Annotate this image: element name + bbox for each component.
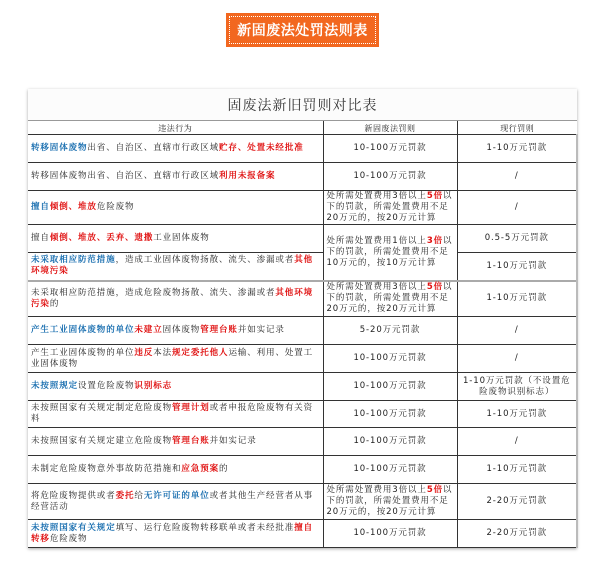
table-row [28,484,577,520]
text-segment: 或者申报危险废物有关资料 [31,403,314,424]
text-segment: 未按照国家有关规定建立危险废物 [31,436,173,446]
text-segment: 处所需处置费用3倍以上 [326,485,427,495]
text-segment: 10-100万元罚款 [353,381,427,391]
text-segment: 固体废物 [162,325,201,335]
behavior-cell [28,191,323,225]
new-penalty-cell [323,163,457,191]
table-header-row [28,121,577,135]
highlight-red-text: 其他环境污染 [31,287,314,309]
highlight-red-text: 利用未报备案 [219,171,276,181]
current-penalty-cell: 1-10万元罚款 [457,135,577,163]
highlight-red-text: 未建立 [134,325,163,335]
page-title: 新固废法处罚法则表 [229,16,376,44]
text-segment: 工业固体废物 [153,233,210,243]
behavior-cell [28,253,323,281]
highlight-red-text: 倾倒、堆放、丢弃、遗撒 [49,233,154,243]
text-segment: 填写、运行危险废物转移联单或者未经批准 [115,522,295,533]
text-segment: 的 [49,298,60,309]
highlight-red-text: 5倍 [426,485,444,495]
text-segment: 危险废物 [96,202,135,212]
text-segment: 给 [134,490,144,501]
highlight-red-text: 管理计划 [172,403,210,413]
highlight-blue-text: 未采取相应防范措施 [31,255,116,266]
behavior-cell [28,163,323,191]
text-segment: 未按照国家有关规定制定危险废物 [31,403,173,413]
behavior-cell [28,401,323,428]
text-segment: 转移固体废物出省、自治区、直辖市行政区域 [31,171,220,181]
highlight-red-text: 管理台账 [200,325,238,335]
text-segment: 10-100万元罚款 [353,353,427,363]
new-penalty-cell [323,484,457,520]
text-segment: 处所需处置费用1倍以上 [326,235,427,246]
text-segment: 出省、自治区、直辖市行政区域 [87,143,220,153]
behavior-cell [28,345,323,373]
penalty-table [28,121,578,548]
text-segment: 未采取相应防范措施，造成危险废物扬散、流失、渗漏或者 [31,287,276,298]
text-segment: 产生工业固体废物的单位 [31,347,135,358]
text-segment: 危险废物 [49,533,88,544]
text-segment: 本法 [153,347,173,358]
highlight-blue-text: 转移固体废物 [31,143,88,153]
sheet-title: 固废法新旧罚则对比表 [28,89,577,121]
text-segment: 处所需处置费用3倍以上 [326,282,427,293]
text-segment: 10-100万元罚款 [353,408,427,419]
table-row [28,225,577,253]
table-row [28,345,577,373]
text-segment: 并如实记录 [237,325,285,335]
new-penalty-cell [323,317,457,345]
text-segment: 以下的罚款，所需处置费用不足10万元的，按10万元计算 [326,235,453,268]
text-segment: 10-100万元罚款 [353,528,427,538]
new-penalty-cell [323,373,457,401]
text-segment: 处所需处置费用3倍以上 [326,191,427,201]
current-penalty-cell: 2-20万元罚款 [457,520,577,548]
table-row [28,428,577,456]
table-row [28,253,577,281]
highlight-red-text: 委托 [115,490,135,501]
header-current-penalty: 现行罚则 [457,121,577,135]
behavior-cell [28,373,323,401]
highlight-red-text: 倾倒、堆放 [49,202,97,212]
table-row [28,520,577,548]
table-row [28,163,577,191]
comparison-sheet [28,89,577,548]
text-segment: 10-100万元罚款 [353,436,427,446]
current-penalty-cell: 1-10万元罚款 [457,253,577,281]
table-row [28,191,577,225]
text-segment: 10-100万元罚款 [353,171,427,181]
behavior-cell [28,428,323,456]
text-segment: ，造成工业固体废物扬散、流失、渗漏或者 [115,255,295,266]
current-penalty-cell: / [457,317,577,345]
table-row [28,317,577,345]
highlight-red-text: 5倍 [426,282,444,293]
table-row [28,373,577,401]
current-penalty-cell: 1-10万元罚款 [457,401,577,428]
highlight-red-text: 5倍 [426,191,444,201]
text-segment: 擅自 [31,233,50,243]
table-row [28,401,577,428]
current-penalty-cell: 0.5-5万元罚款 [457,225,577,253]
text-segment: 的 [219,464,229,474]
new-penalty-cell [323,520,457,548]
text-segment: 5-20万元罚款 [359,325,421,335]
text-segment: 设置危险废物 [78,381,135,391]
table-row [28,135,577,163]
text-segment: 以下的罚款，所需处置费用不足20万元的，按20万元计算 [326,282,453,315]
behavior-cell [28,456,323,484]
current-penalty-cell: / [457,163,577,191]
highlight-red-text: 规定委托他人 [172,347,229,358]
behavior-cell [28,281,323,317]
highlight-red-text: 贮存、处置未经批准 [219,143,304,153]
highlight-blue-text: 未按照规定 [31,381,79,391]
new-penalty-cell [323,135,457,163]
highlight-red-text: 应急预案 [181,464,220,474]
page-title-badge [226,13,379,47]
behavior-cell [28,225,323,253]
new-penalty-cell [323,281,457,317]
text-segment: 以下的罚款，所需处置费用不足20万元的，按20万元计算 [326,191,453,223]
text-segment: 将危险废物提供或者 [31,490,116,501]
header-behavior: 违法行为 [158,124,193,133]
new-penalty-cell [323,191,457,225]
table-row [28,456,577,484]
highlight-blue-text: 产生工业固体废物的单位 [31,325,135,335]
new-penalty-cell [323,401,457,428]
highlight-red-text: 其他环境污染 [31,255,314,277]
highlight-blue-text: 无许可证的单位 [143,490,210,501]
current-penalty-cell: 1-10万元罚款 [457,456,577,484]
behavior-cell [28,520,323,548]
current-penalty-cell: 1-10万元罚款（不设置危险废物识别标志） [457,373,577,401]
highlight-red-text: 擅自转移 [31,522,314,544]
text-segment: 未制定危险废物意外事故防范措施和 [31,464,182,474]
behavior-cell [28,135,323,163]
current-penalty-cell: / [457,345,577,373]
new-penalty-cell [323,225,457,281]
highlight-red-text: 管理台账 [172,436,210,446]
current-penalty-cell: / [457,428,577,456]
header-new-penalty: 新固废法罚则 [323,121,457,135]
text-segment: 10-100万元罚款 [353,143,427,153]
text-segment: 以下的罚款，所需处置费用不足20万元的，按20万元计算 [326,485,453,517]
table-row [28,281,577,317]
highlight-blue-text: 擅自 [31,202,50,212]
text-segment: 运输、利用、处置工业固体废物 [31,347,314,369]
highlight-red-text: 违反 [134,347,154,358]
current-penalty-cell: 2-20万元罚款 [457,484,577,520]
behavior-cell [28,484,323,520]
text-segment: 或者其他生产经营者从事经营活动 [31,490,314,512]
behavior-cell [28,317,323,345]
text-segment: 并如实记录 [209,436,257,446]
new-penalty-cell [323,345,457,373]
text-segment: 10-100万元罚款 [353,464,427,474]
highlight-blue-text: 未按照国家有关规定 [31,522,116,533]
new-penalty-cell [323,456,457,484]
highlight-red-text: 识别标志 [134,381,173,391]
current-penalty-cell: / [457,191,577,225]
current-penalty-cell: 1-10万元罚款 [457,281,577,317]
highlight-red-text: 3倍 [426,235,444,246]
new-penalty-cell [323,428,457,456]
